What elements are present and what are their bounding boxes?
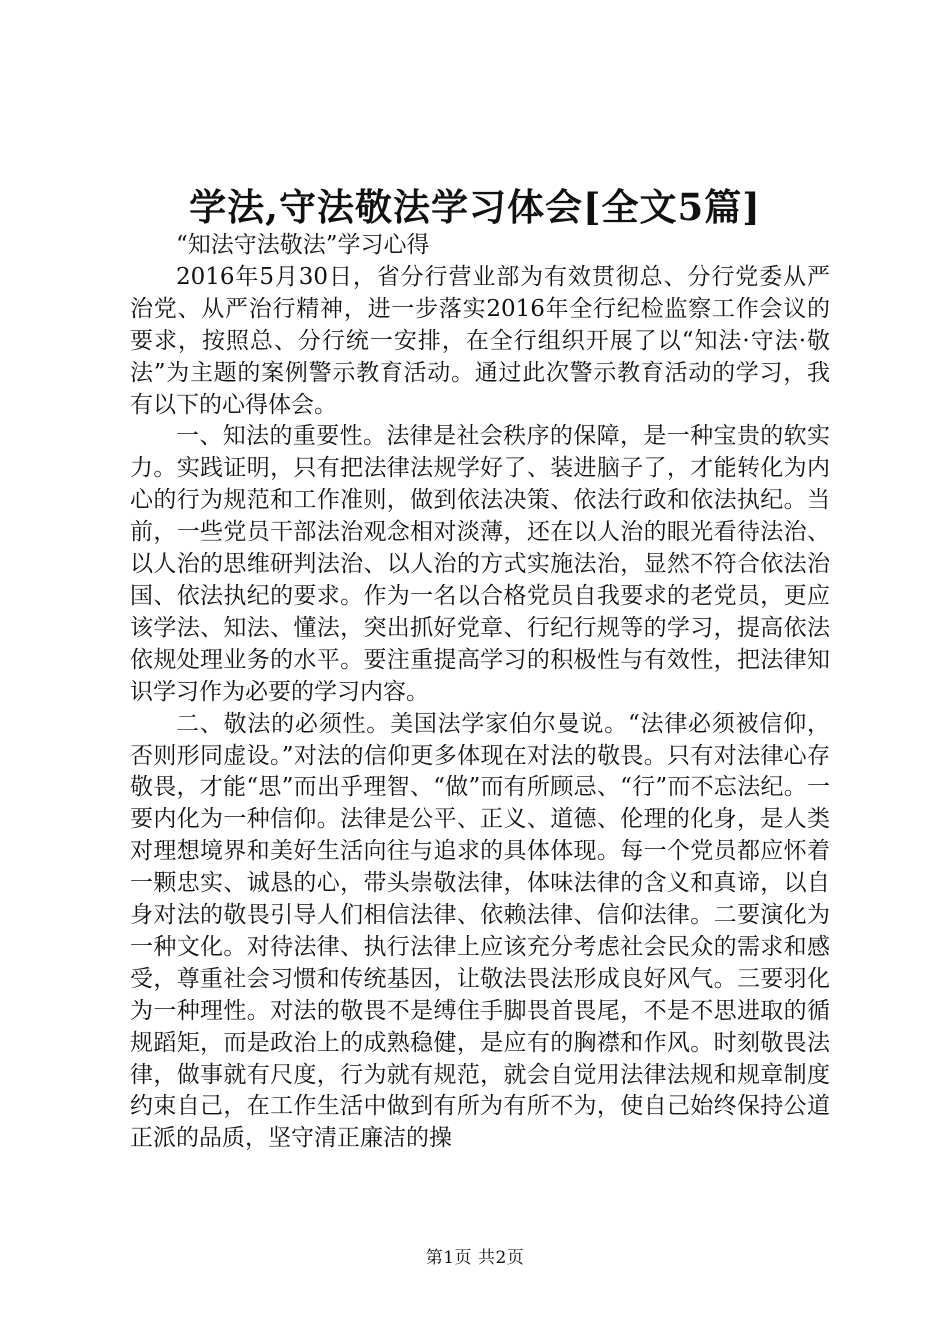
paragraph-intro: 2016年5月30日，省分行营业部为有效贯彻总、分行党委从严治党、从严治行精神，进一步落实2016年全行纪检监察工作会议的要求，按照总、分行统一安排，在全行组织开展了以“知法·守法·敬法”为主题的案例警示教育活动。通过此次警示教育活动的学习，我有以下的心得体会。 <box>130 263 830 418</box>
paragraph-section-2: 二、敬法的必须性。美国法学家伯尔曼说。“法律必须被信仰，否则形同虚设。”对法的信仰更多体现在对法的敬畏。只有对法律心存敬畏，才能“思”而出乎理智、“做”而有所顾忌、“行”而不忘法纪。一要内化为一种信仰。法律是公平、正义、道德、伦理的化身，是人类对理想境界和美好生活向往与追求的具体体现。每一个党员都应怀着一颗忠实、诚恳的心，带头崇敬法律，体味法律的含义和真谛，以自身对法的敬畏引导人们相信法律、依赖法律、信仰法律。二要演化为一种文化。对待法律、执行法律上应该充分考虑社会民众的需求和感受，尊重社会习惯和传统基因，让敬法畏法形成良好风气。三要羽化为一种理性。对法的敬畏不是缚住手脚畏首畏尾，不是不思进取的循规蹈矩，而是政治上的成熟稳健，是应有的胸襟和作风。时刻敬畏法律，做事就有尺度，行为就有规范，就会自觉用法律法规和规章制度约束自己，在工作生活中做到有所为有所不为，使自己始终保持公道正派的品质，坚守清正廉洁的操 <box>130 710 830 1152</box>
document-body <box>130 230 830 1155</box>
paragraph-section-1: 一、知法的重要性。法律是社会秩序的保障，是一种宝贵的软实力。实践证明，只有把法律法规学好了、装进脑子了，才能转化为内心的行为规范和工作准则，做到依法决策、依法行政和依法执纪。当前，一些党员干部法治观念相对淡薄，还在以人治的眼光看待法治、以人治的思维研判法治、以人治的方式实施法治，显然不符合依法治国、依法执纪的要求。作为一名以合格党员自我要求的老党员，更应该学法、知法、懂法，突出抓好党章、行纪行规等的学习，提高依法依规处理业务的水平。要注重提高学习的积极性与有效性，把法律知识学习作为必要的学习内容。 <box>130 423 830 705</box>
document-subtitle: “知法守法敬法”学习心得 <box>176 232 430 258</box>
page-number-footer: 第1页 共2页 <box>425 1248 525 1268</box>
document-title: 学法,守法敬法学习体会[全文5篇] <box>189 185 761 229</box>
